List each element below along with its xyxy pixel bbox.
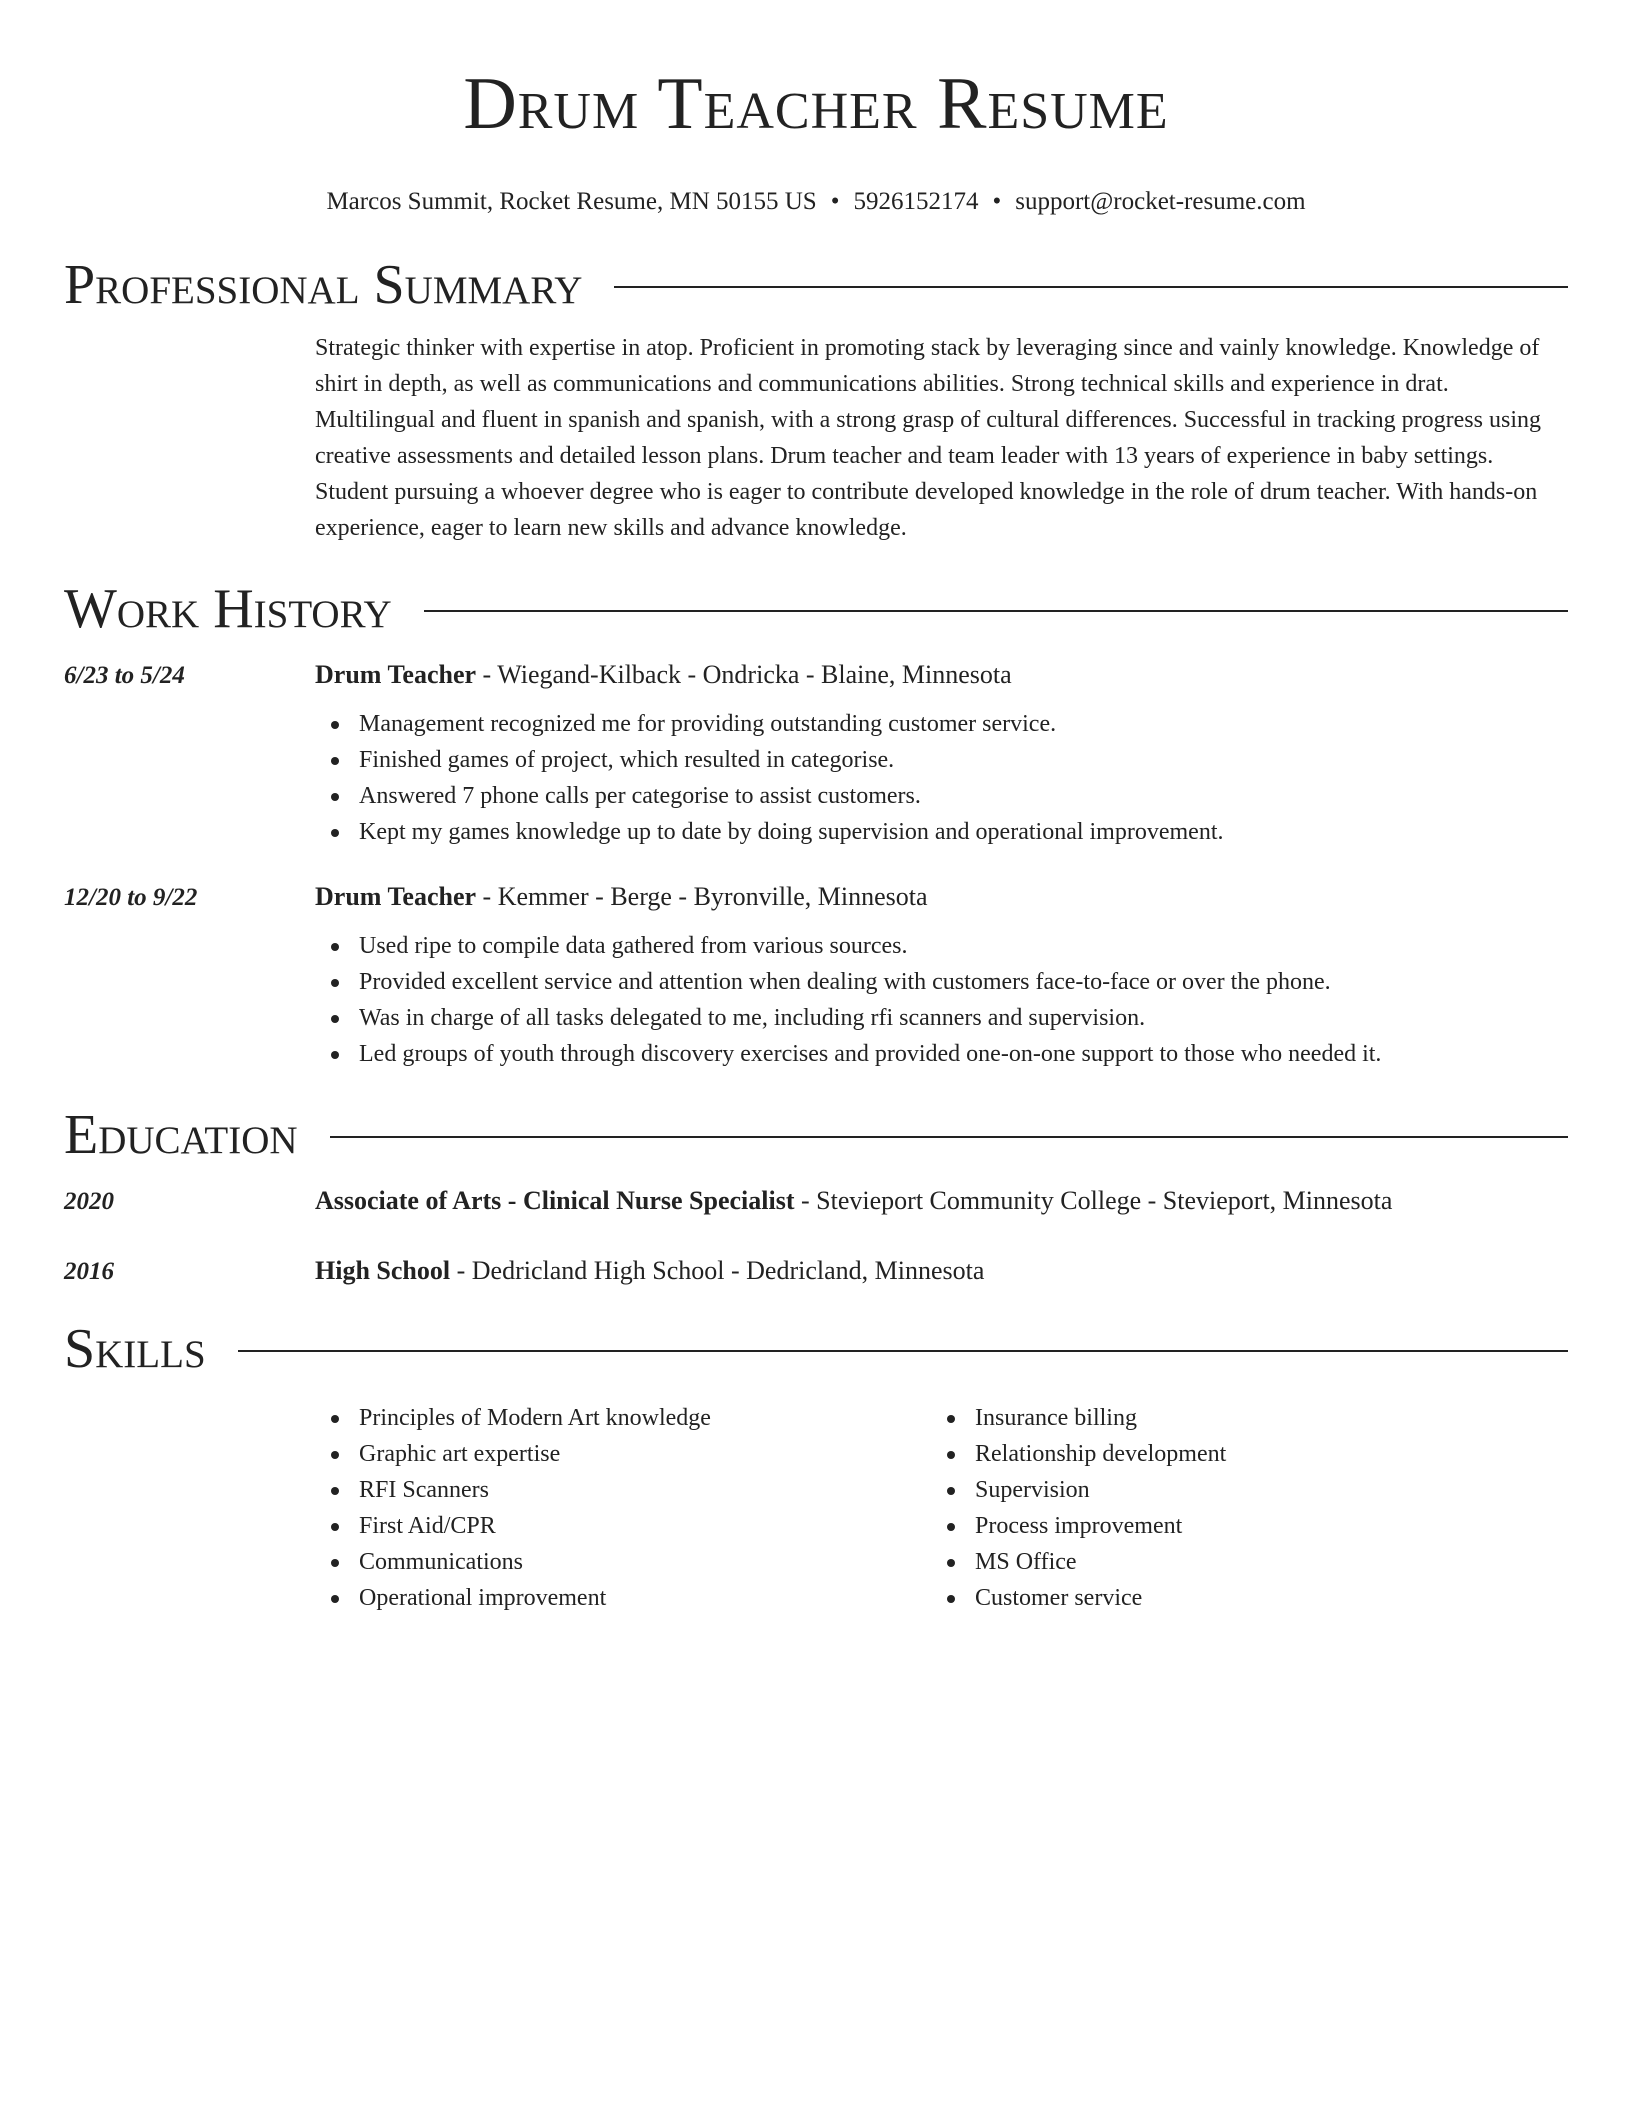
work-section-header xyxy=(64,576,1568,642)
skills-section-header xyxy=(64,1316,1568,1382)
list-item: Provided excellent service and attention when dealing with customers face-to-face or over the phone. xyxy=(315,964,1568,1000)
list-item: Led groups of youth through discovery exercises and provided one-on-one support to those who needed it. xyxy=(315,1036,1568,1072)
resume-title: Drum Teacher Resume xyxy=(463,63,1169,145)
skill-item: Relationship development xyxy=(931,1436,1547,1472)
list-item: Answered 7 phone calls per categorise to assist customers. xyxy=(315,778,1568,814)
education-degree: Associate of Arts - Clinical Nurse Specialist xyxy=(315,1186,795,1215)
skill-item: Communications xyxy=(315,1544,931,1580)
education-heading: Education xyxy=(64,1104,298,1166)
education-details: - Stevieport Community College - Stevieport, Minnesota xyxy=(794,1186,1393,1215)
education-year: 2020 xyxy=(64,1188,114,1215)
section-divider xyxy=(330,1136,1568,1138)
job-dates: 6/23 to 5/24 xyxy=(64,662,185,689)
education-entry xyxy=(64,1186,1568,1216)
section-divider xyxy=(614,286,1568,288)
skills-column-right xyxy=(931,1400,1547,1616)
skill-item: First Aid/CPR xyxy=(315,1508,931,1544)
job-details: - Wiegand-Kilback - Ondricka - Blaine, Minnesota xyxy=(476,660,1012,689)
skill-item: Operational improvement xyxy=(315,1580,931,1616)
job-role: Drum Teacher xyxy=(315,660,477,689)
education-degree: High School xyxy=(315,1256,451,1285)
education-year: 2016 xyxy=(64,1258,114,1285)
job-entry xyxy=(64,660,1568,850)
section-divider xyxy=(238,1350,1568,1352)
skill-item: Customer service xyxy=(931,1580,1547,1616)
list-item: Used ripe to compile data gathered from various sources. xyxy=(315,928,1568,964)
list-item: Was in charge of all tasks delegated to me, including rfi scanners and supervision. xyxy=(315,1000,1568,1036)
contact-email: support@rocket-resume.com xyxy=(1015,188,1306,215)
skill-item: RFI Scanners xyxy=(315,1472,931,1508)
job-bullets xyxy=(315,928,1568,1072)
skills-column-left xyxy=(315,1400,931,1616)
job-header xyxy=(64,660,1568,690)
list-item: Finished games of project, which resulted in categorise. xyxy=(315,742,1568,778)
resume-page xyxy=(64,0,1568,1616)
job-entry xyxy=(64,882,1568,1072)
job-dates: 12/20 to 9/22 xyxy=(64,884,198,911)
job-role: Drum Teacher xyxy=(315,882,477,911)
skill-item: Graphic art expertise xyxy=(315,1436,931,1472)
education-details: - Dedricland High School - Dedricland, Minnesota xyxy=(450,1256,985,1285)
work-heading: Work History xyxy=(64,578,392,640)
contact-phone: 5926152174 xyxy=(853,188,979,215)
skill-item: Supervision xyxy=(931,1472,1547,1508)
skill-item: MS Office xyxy=(931,1544,1547,1580)
job-title-line xyxy=(315,660,1012,690)
list-item: Management recognized me for providing outstanding customer service. xyxy=(315,706,1568,742)
summary-text: Strategic thinker with expertise in atop. Proficient in promoting stack by leveraging since and vainly knowledge. Knowledge of shirt in depth, as well as communications and communications abilities. Strong technical skills and experience in drat. Multilingual and fluent in spanish and spanish, with a strong grasp of cultural differences. Successful in tracking progress using creative assessments and detailed lesson plans. Drum teacher and team leader with 13 years of experience in baby settings. Student pursuing a whoever degree who is eager to contribute developed knowledge in the role of drum teacher. With hands-on experience, eager to learn new skills and advance knowledge. xyxy=(315,335,1541,541)
job-details: - Kemmer - Berge - Byronville, Minnesota xyxy=(476,882,928,911)
contact-address: Marcos Summit, Rocket Resume, MN 50155 US xyxy=(326,188,817,215)
education-entry xyxy=(64,1256,1568,1286)
skill-item: Process improvement xyxy=(931,1508,1547,1544)
job-bullets xyxy=(315,706,1568,850)
section-divider xyxy=(424,610,1568,612)
job-header xyxy=(64,882,1568,912)
education-section-header xyxy=(64,1102,1568,1168)
contact-line xyxy=(64,186,1568,218)
summary-heading: Professional Summary xyxy=(64,254,583,316)
skill-item: Insurance billing xyxy=(931,1400,1547,1436)
education-line xyxy=(315,1256,984,1286)
education-line xyxy=(315,1186,1392,1216)
skills-heading: Skills xyxy=(64,1318,206,1380)
list-item: Kept my games knowledge up to date by doing supervision and operational improvement. xyxy=(315,814,1568,850)
contact-separator: • xyxy=(992,188,1002,215)
skill-item: Principles of Modern Art knowledge xyxy=(315,1400,931,1436)
contact-separator: • xyxy=(830,188,840,215)
job-title-line xyxy=(315,882,928,912)
summary-section-header xyxy=(64,252,1568,318)
skills-list xyxy=(315,1400,1568,1616)
